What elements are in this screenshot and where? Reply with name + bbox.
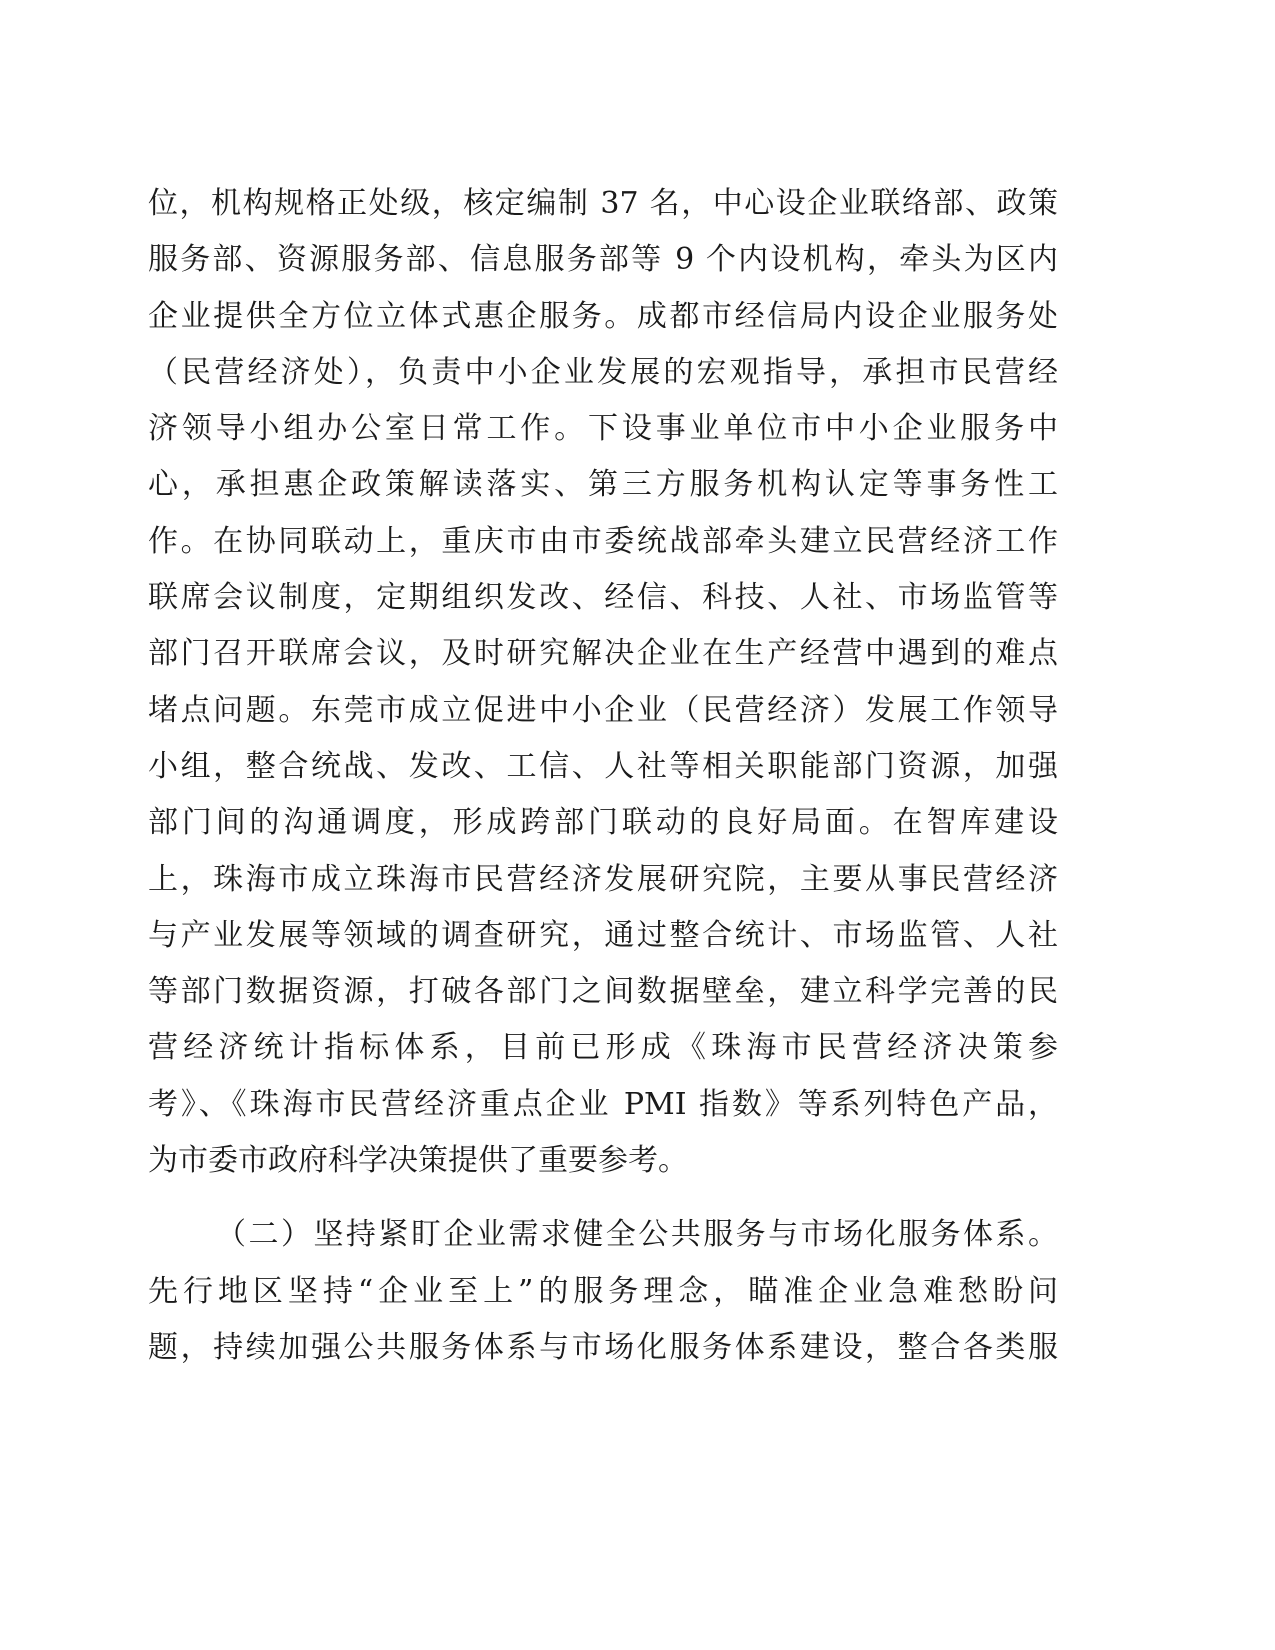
text-line: 位，机构规格正处级，核定编制 37 名，中心设企业联络部、政策: [148, 186, 1058, 221]
text-line: 等部门数据资源，打破各部门之间数据壁垒，建立科学完善的民: [148, 974, 1058, 1010]
text-line: 济领导小组办公室日常工作。下设事业单位市中小企业服务中: [148, 411, 1058, 447]
text-line: 堵点问题。东莞市成立促进中小企业（民营经济）发展工作领导: [148, 692, 1058, 728]
text-line: 与产业发展等领域的调查研究，通过整合统计、市场监管、人社: [148, 917, 1058, 953]
text-line: 联席会议制度，定期组织发改、经信、科技、人社、市场监管等: [148, 580, 1058, 616]
text-line: 先行地区坚持“企业至上”的服务理念，瞄准企业急难愁盼问: [148, 1273, 1058, 1309]
text-line: 企业提供全方位立体式惠企服务。成都市经信局内设企业服务处: [148, 298, 1058, 334]
text-line: 部门召开联席会议，及时研究解决企业在生产经营中遇到的难点: [148, 636, 1058, 672]
body-text: [148, 176, 1058, 1376]
text-line: （民营经济处），负责中小企业发展的宏观指导，承担市民营经: [148, 354, 1058, 390]
text-line: 部门间的沟通调度，形成跨部门联动的良好局面。在智库建设: [148, 805, 1058, 841]
paragraph-gap: [148, 1189, 1058, 1207]
text-line: 考》、《珠海市民营经济重点企业 PMI 指数》等系列特色产品，: [148, 1086, 1058, 1122]
paragraph-1: [148, 176, 1058, 1189]
text-line: 上，珠海市成立珠海市民营经济发展研究院，主要从事民营经济: [148, 861, 1058, 897]
text-line: 作。在协同联动上，重庆市由市委统战部牵头建立民营经济工作: [148, 523, 1058, 559]
section-heading-line: （二）坚持紧盯企业需求健全公共服务与市场化服务体系。: [216, 1217, 1058, 1253]
text-line: 小组，整合统战、发改、工信、人社等相关职能部门资源，加强: [148, 748, 1058, 784]
text-line: 服务部、资源服务部、信息服务部等 9 个内设机构，牵头为区内: [148, 242, 1058, 278]
text-line: 为市委市政府科学决策提供了重要参考。: [148, 1143, 688, 1179]
text-line: 心，承担惠企政策解读落实、第三方服务机构认定等事务性工: [148, 467, 1058, 503]
text-line: 营经济统计指标体系，目前已形成《珠海市民营经济决策参: [148, 1030, 1058, 1066]
text-line: 题，持续加强公共服务体系与市场化服务体系建设，整合各类服: [148, 1329, 1058, 1365]
paragraph-2: [148, 1207, 1058, 1376]
